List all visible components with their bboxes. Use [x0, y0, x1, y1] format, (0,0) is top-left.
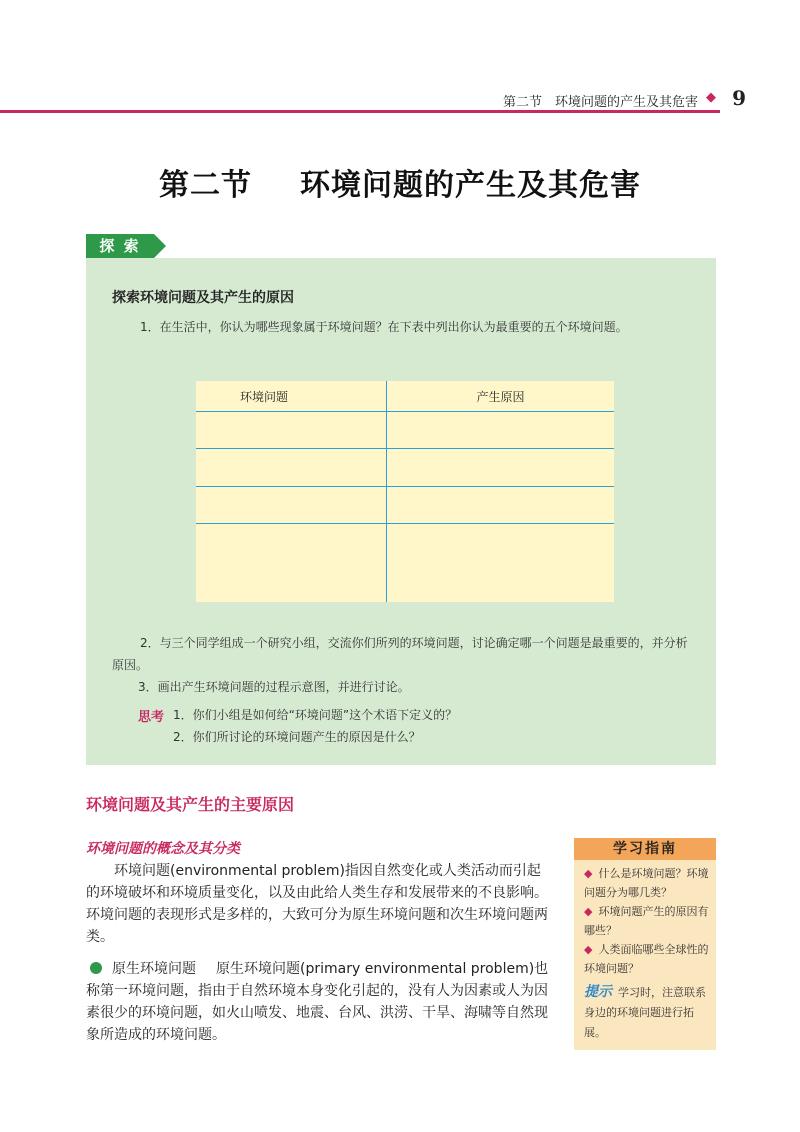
explore-subtitle: 探索环境问题及其产生的原因 — [112, 290, 294, 306]
hint-block — [584, 982, 710, 1043]
guide-item-text: 人类面临哪些全球性的环境问题？ — [584, 943, 709, 975]
table-row — [196, 486, 614, 523]
guide-item — [584, 864, 710, 902]
guide-item-text: 环境问题产生的原因有哪些？ — [584, 905, 709, 937]
primary-problems-label: 原生环境问题 — [112, 961, 196, 977]
section-number: 第二节 — [159, 168, 252, 203]
bullet-icon — [90, 962, 102, 974]
page-title — [0, 160, 800, 204]
table-cell[interactable] — [196, 486, 387, 523]
guide-item-text: 什么是环境问题？环境问题分为哪几类？ — [584, 867, 709, 899]
table-header-cause: 产生原因 — [387, 381, 615, 412]
diamond-icon: ◆ — [584, 867, 593, 880]
hint-label: 提示 — [584, 984, 612, 1000]
diamond-icon: ◆ — [584, 905, 593, 918]
study-guide-title: 学习指南 — [574, 838, 716, 860]
running-header — [0, 85, 760, 113]
table-header-problem: 环境问题 — [196, 381, 387, 412]
explore-step-3: 3．画出产生环境问题的过程示意图，并进行讨论。 — [138, 680, 410, 694]
paragraph-primary-problems — [86, 958, 550, 1046]
running-title: 第二节 环境问题的产生及其危害 — [502, 95, 698, 110]
page-number: 9 — [732, 86, 746, 110]
paragraph-definition: 环境问题(environmental problem)指因自然变化或人类活动而引起的环境破坏和环境质量变化，以及由此给人类生存和发展带来的不良影响。环境问题的表现形式是多样的，大致可分为原生环境问题和次生环境问题两类。 — [86, 863, 548, 945]
diamond-icon: ◆ — [584, 943, 593, 956]
diamond-icon: ◆ — [706, 90, 716, 105]
table-cell[interactable] — [387, 449, 615, 486]
guide-item — [584, 902, 710, 940]
header-rule — [0, 110, 720, 113]
subsection-heading: 环境问题的概念及其分类 — [86, 841, 240, 857]
table-row — [196, 412, 614, 449]
table-cell[interactable] — [387, 486, 615, 523]
explore-step-2: 2．与三个同学组成一个研究小组，交流你们所列的环境问题，讨论确定哪一个问题是最重要的，并分析原因。 — [112, 636, 688, 672]
table-cell[interactable] — [387, 524, 615, 602]
table-cell[interactable] — [196, 412, 387, 449]
environment-problems-table — [196, 381, 614, 602]
think-label: 思考 — [138, 710, 165, 725]
table-row — [196, 449, 614, 486]
table-row — [196, 524, 614, 602]
table-cell[interactable] — [387, 412, 615, 449]
hint-text: 学习时，注意联系身边的环境问题进行拓展。 — [584, 986, 706, 1039]
guide-item — [584, 940, 710, 978]
section-heading: 环境问题及其产生的主要原因 — [86, 795, 295, 814]
table-cell[interactable] — [196, 524, 387, 602]
section-title: 环境问题的产生及其危害 — [300, 168, 641, 203]
explore-tab: 探 索 — [86, 234, 154, 258]
table-header-row — [196, 381, 614, 412]
think-question-1: 1．你们小组是如何给“环境问题”这个术语下定义的？ — [173, 708, 458, 722]
primary-problems-text: 原生环境问题(primary environmental problem)也称第一环境问题，指由于自然环境本身变化引起的，没有人为因素或人为因素很少的环境问题，如火山喷发、地震、台风、洪涝、干旱、海啸等自然现象所造成的环境问题。 — [86, 961, 549, 1043]
explore-step-1: 1．在生活中，你认为哪些现象属于环境问题？在下表中列出你认为最重要的五个环境问题。 — [140, 320, 628, 334]
table-cell[interactable] — [196, 449, 387, 486]
think-question-2: 2．你们所讨论的环境问题产生的原因是什么？ — [173, 730, 421, 744]
